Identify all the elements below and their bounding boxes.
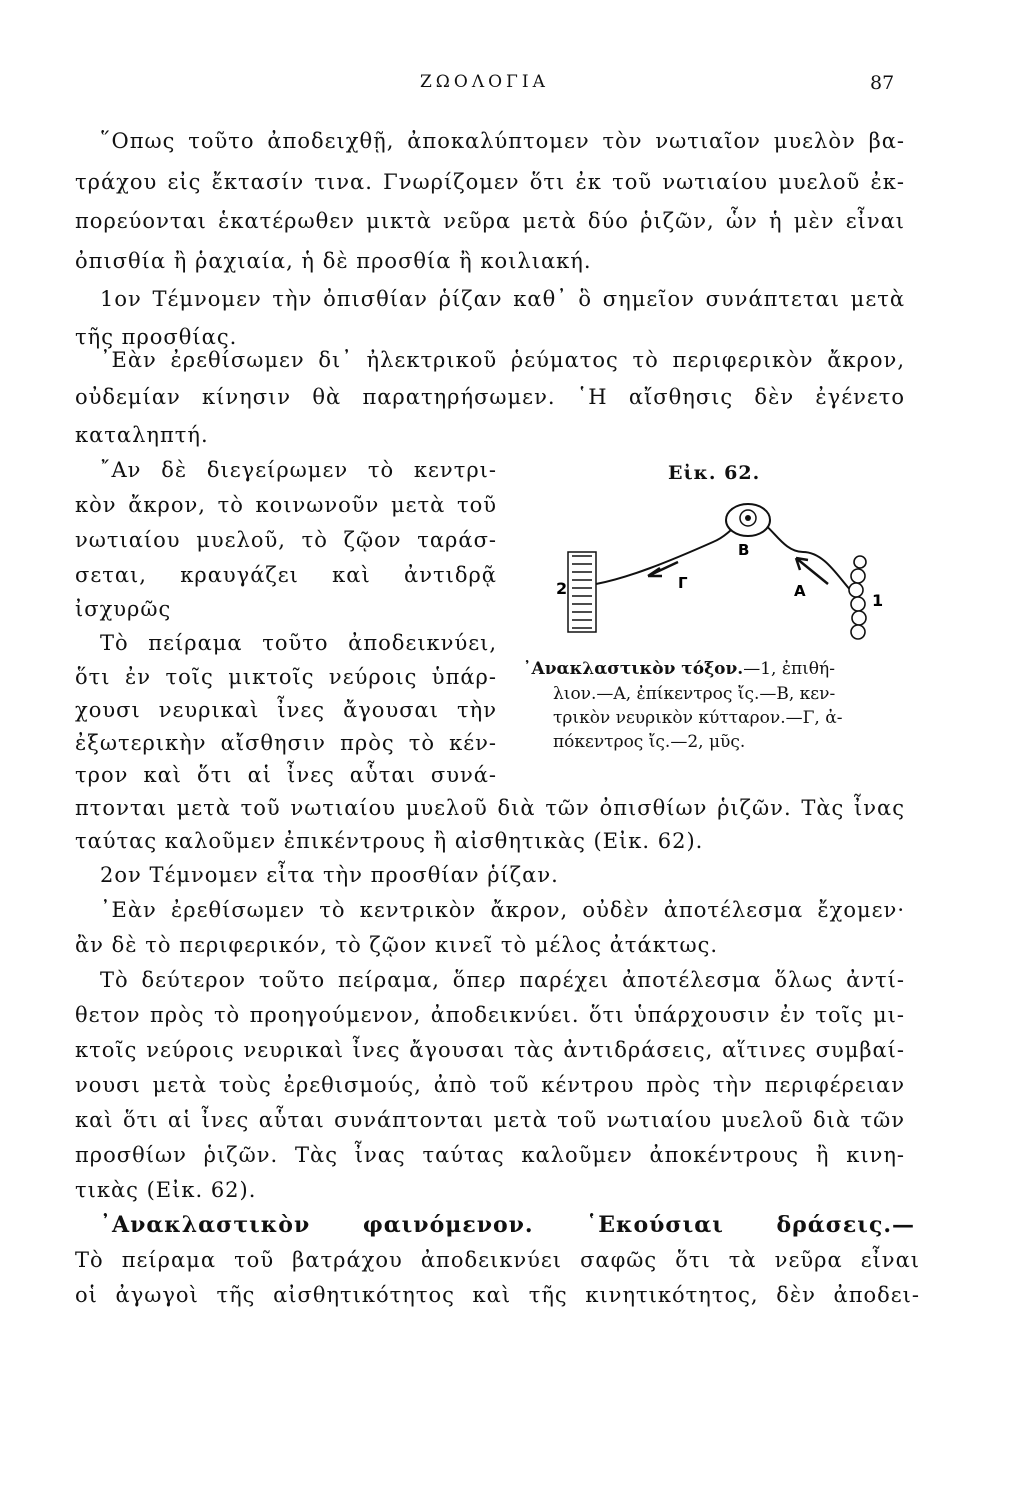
text-line: ῎Αν δὲ διεγείρωμεν τὸ κεντρι- (100, 458, 497, 482)
page-number: 87 (870, 72, 895, 94)
epithelium-cells (849, 556, 866, 639)
label-g: Γ (678, 574, 688, 592)
text-line: ὀπισθία ἢ ῥαχιαία, ἡ δὲ προσθία ἢ κοιλιακή. (75, 249, 592, 273)
text-line: ᾿Εὰν ἐρεθίσωμεν τὸ κεντρικὸν ἄκρον, οὐδὲν ἀποτέλεσμα ἔχομεν· (100, 898, 905, 922)
text-line: Τὸ δεύτερον τοῦτο πείραμα, ὅπερ παρέχει ἀποτέλεσμα ὅλως ἀντί- (100, 968, 905, 992)
figure-title: Εἰκ. 62. (668, 462, 761, 484)
text-line: νουσι μετὰ τοὺς ἐρεθισμούς, ἀπὸ τοῦ κέντρου πρὸς τὴν περιφέρειαν (75, 1073, 905, 1097)
text-line: ἂν δὲ τὸ περιφερικόν, τὸ ζῷον κινεῖ τὸ μέλος ἀτάκτως. (75, 933, 719, 957)
text-line: οἱ ἀγωγοὶ τῆς αἰσθητικότητος καὶ τῆς κινητικότητος, δὲν ἀποδει- (75, 1283, 920, 1307)
running-head (0, 72, 1020, 102)
text-line: κτοῖς νεύροις νευρικαὶ ἶνες ἄγουσαι τὰς ἀντιδράσεις, αἵτινες συμβαί- (75, 1038, 905, 1062)
text-line: πτονται μετὰ τοῦ νωτιαίου μυελοῦ διὰ τῶν ὀπισθίων ῥιζῶν. Τὰς ἶνας (75, 796, 905, 820)
text-line: τράχου εἰς ἔκτασίν τινα. Γνωρίζομεν ὅτι ἐκ τοῦ νωτιαίου μυελοῦ ἐκ- (75, 170, 905, 194)
text-line: προσθίων ῥιζῶν. Τὰς ἶνας ταύτας καλοῦμεν ἀποκέντρους ἢ κινη- (75, 1143, 905, 1167)
text-line: τῆς προσθίας. (75, 325, 238, 349)
neuron-cell (726, 504, 770, 536)
text-line: τικὰς (Εἰκ. 62). (75, 1178, 257, 1202)
text-line: ἐξωτερικὴν αἴσθησιν πρὸς τὸ κέν- (75, 731, 497, 755)
text-line: ὅτι ἐν τοῖς μικτοῖς νεύροις ὑπάρ- (75, 665, 497, 689)
label-one: 1 (872, 591, 884, 610)
text-line: ᾿Εὰν ἐρεθίσωμεν δι᾽ ἠλεκτρικοῦ ῥεύματος τὸ περιφερικὸν ἄκρον, (100, 348, 905, 372)
text-line: νωτιαίου μυελοῦ, τὸ ζῷον ταράσ- (75, 528, 497, 552)
text-line: 2ον Τέμνομεν εἶτα τὴν προσθίαν ῥίζαν. (100, 863, 559, 887)
text-line: Τὸ πείραμα τοῦ βατράχου ἀποδεικνύει σαφῶς ὅτι τὰ νεῦρα εἶναι (75, 1248, 920, 1272)
text-line: τρον καὶ ὅτι αἱ ἶνες αὗται συνά- (75, 763, 497, 787)
reflex-arc-diagram (528, 492, 928, 672)
text-line: καὶ ὅτι αἱ ἶνες αὗται συνάπτονται μετὰ τοῦ νωτιαίου μυελοῦ διὰ τῶν (75, 1108, 905, 1132)
figure-caption-line: πόκεντρος ἴς.—2, μῦς. (553, 732, 746, 752)
efferent-fiber (596, 518, 743, 584)
caption-heading: ᾿Ανακλαστικὸν τόξον. (523, 659, 744, 679)
figure-caption-line: τρικὸν νευρικὸν κύτταρον.—Γ, ἀ- (553, 708, 843, 728)
text-line: ῞Οπως τοῦτο ἀποδειχθῇ, ἀποκαλύπτομεν τὸν νωτιαῖον μυελὸν βα- (100, 129, 905, 153)
label-two: 2 (556, 579, 568, 598)
afferent-arrow (796, 558, 828, 584)
running-title: ΖΩΟΛΟΓΙΑ (420, 72, 549, 92)
text-line: χουσι νευρικαὶ ἶνες ἄγουσαι τὴν (75, 698, 497, 722)
label-b: Β (738, 541, 750, 559)
text-line: καταληπτή. (75, 423, 209, 447)
text-line: θετον πρὸς τὸ προηγούμενον, ἀποδεικνύει. ὅτι ὑπάρχουσιν ἐν τοῖς μι- (75, 1003, 905, 1027)
text-line: ἰσχυρῶς (75, 597, 172, 621)
efferent-arrow (648, 562, 678, 576)
text-line: πορεύονται ἑκατέρωθεν μικτὰ νεῦρα μετὰ δύο ῥιζῶν, ὧν ἡ μὲν εἶναι (75, 209, 905, 233)
label-a: Α (794, 582, 806, 600)
figure-caption-line: λιον.—Α, ἐπίκεντρος ἴς.—Β, κεν- (553, 684, 836, 704)
text-line: 1ον Τέμνομεν τὴν ὀπισθίαν ῥίζαν καθ᾽ ὃ σημεῖον συνάπτεται μετὰ (100, 287, 905, 311)
text-line: ταύτας καλοῦμεν ἐπικέντρους ἢ αἰσθητικὰς (Εἰκ. 62). (75, 829, 704, 853)
afferent-fiber (758, 520, 858, 597)
text-line: σεται, κραυγάζει καὶ ἀντιδρᾷ (75, 563, 497, 587)
caption-text: —1, ἐπιθή- (743, 659, 835, 679)
muscle-shape (568, 552, 596, 632)
text-line: κὸν ἄκρον, τὸ κοινωνοῦν μετὰ τοῦ (75, 493, 497, 517)
figure-caption-line (523, 658, 835, 680)
section-heading: ᾿Ανακλαστικὸν φαινόμενον. ῾Εκούσιαι δράσεις.— (100, 1212, 915, 1238)
text-line: Τὸ πείραμα τοῦτο ἀποδεικνύει, (100, 631, 497, 655)
text-line: οὐδεμίαν κίνησιν θὰ παρατηρήσωμεν. ῾Η αἴσθησις δὲν ἐγένετο (75, 385, 905, 409)
